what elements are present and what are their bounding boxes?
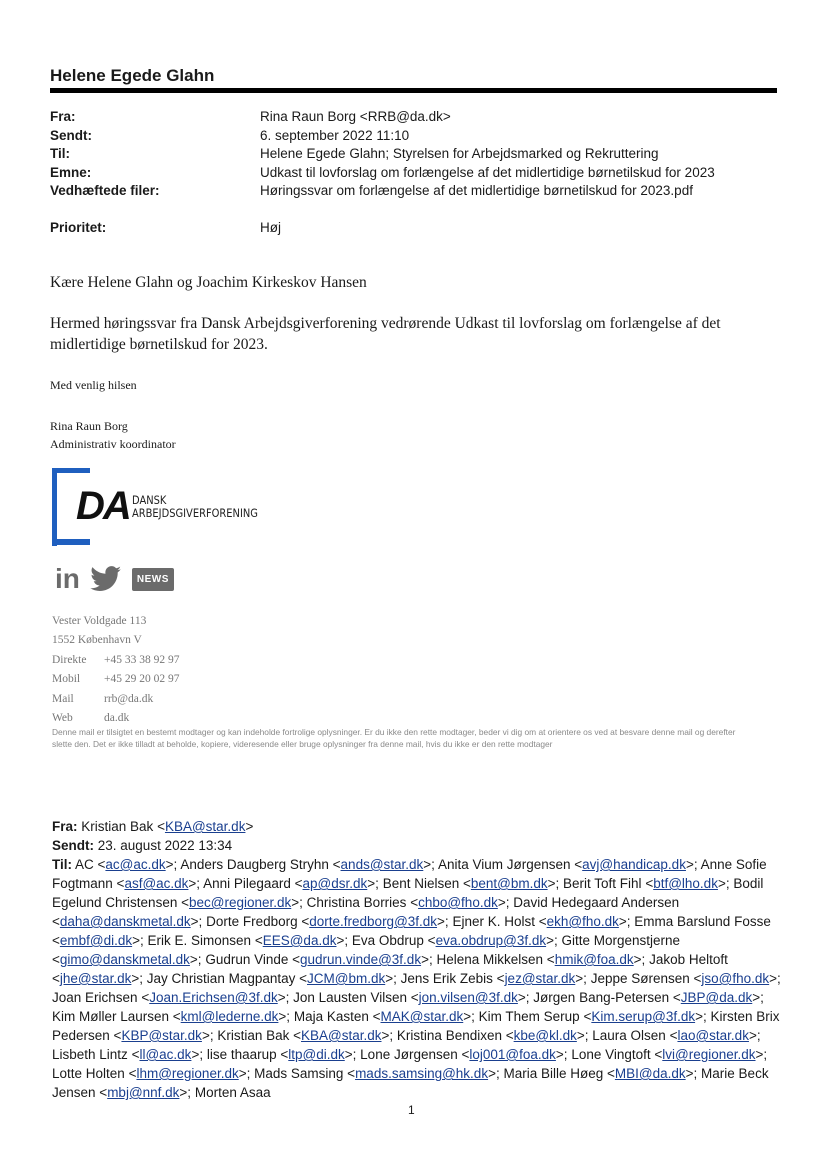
recipient-email-link[interactable]: chbo@fho.dk bbox=[418, 895, 498, 910]
header-from-row bbox=[50, 108, 790, 127]
recipient-name: Anders Daugberg Stryhn bbox=[180, 857, 329, 872]
recipient-name: AC bbox=[75, 857, 94, 872]
fwd-sent-label: Sendt: bbox=[52, 838, 94, 853]
recipient-email-link[interactable]: ap@dsr.dk bbox=[302, 876, 368, 891]
to-label: Til: bbox=[50, 146, 70, 161]
mail-label: Mail bbox=[52, 692, 74, 705]
recipient-email-link[interactable]: MBI@da.dk bbox=[614, 1066, 686, 1081]
recipient-email-link[interactable]: kml@lederne.dk bbox=[180, 1009, 279, 1024]
recipient-item: Gudrun Vinde <gudrun.vinde@3f.dk>; bbox=[205, 952, 433, 967]
recipient-email-link[interactable]: JBP@da.dk bbox=[680, 990, 753, 1005]
direct-value: +45 33 38 92 97 bbox=[104, 653, 180, 666]
contact-block bbox=[52, 612, 180, 728]
forwarded-header bbox=[52, 817, 782, 1102]
recipient-item: Lone Vingtoft <lvi@regioner.dk>; bbox=[571, 1047, 768, 1062]
web-row bbox=[52, 709, 180, 728]
recipient-name: Dorte Fredborg bbox=[206, 914, 298, 929]
recipient-item: Marie Beck Jensen <mbj@nnf.dk>; bbox=[52, 1066, 769, 1100]
recipient-item: Jørgen Bang-Petersen <JBP@da.dk>; bbox=[533, 990, 764, 1005]
recipient-name: Kim Them Serup bbox=[478, 1009, 580, 1024]
recipient-name: Emma Barslund Fosse bbox=[634, 914, 771, 929]
header-attachments-row bbox=[50, 182, 790, 201]
recipient-name: Jeppe Sørensen bbox=[590, 971, 690, 986]
web-label: Web bbox=[52, 712, 73, 725]
mobile-label: Mobil bbox=[52, 673, 81, 686]
recipient-name: Maja Kasten bbox=[293, 1009, 369, 1024]
recipient-email-link[interactable]: mads.samsing@hk.dk bbox=[355, 1066, 489, 1081]
recipient-email-link[interactable]: lao@star.dk bbox=[677, 1028, 749, 1043]
recipient-item: Anne Sofie Fogtmann <asf@ac.dk>; bbox=[52, 857, 767, 891]
logo-frame-bottom bbox=[52, 539, 90, 545]
recipient-list bbox=[52, 857, 781, 1100]
logo-wordmark bbox=[132, 494, 258, 520]
recipient-name: Lisbeth Lintz bbox=[52, 1047, 128, 1062]
recipient-name: Ejner K. Holst bbox=[452, 914, 535, 929]
recipient-email-link[interactable]: lvi@regioner.dk bbox=[662, 1047, 756, 1062]
recipient-item: David Hedegaard Andersen <daha@danskmetal.dk>; bbox=[52, 895, 680, 929]
mailbox-owner-name: Helene Egede Glahn bbox=[50, 66, 215, 85]
header-sent-row bbox=[50, 127, 790, 146]
address-street: Vester Voldgade 113 bbox=[52, 615, 147, 627]
recipient-name: Maria Bille Høeg bbox=[503, 1066, 604, 1081]
recipient-email-link[interactable]: JCM@bm.dk bbox=[307, 971, 386, 986]
from-value: Rina Raun Borg <RRB@da.dk> bbox=[260, 109, 451, 124]
greeting: Kære Helene Glahn og Joachim Kirkeskov Hansen bbox=[50, 274, 367, 291]
direct-phone-row bbox=[52, 651, 180, 670]
recipient-email-link[interactable]: ll@ac.dk bbox=[139, 1047, 192, 1062]
recipient-email-link[interactable]: bec@regioner.dk bbox=[188, 895, 292, 910]
recipient-item: Jon Lausten Vilsen <jon.vilsen@3f.dk>; bbox=[293, 990, 530, 1005]
recipient-email-link[interactable]: KBP@star.dk bbox=[121, 1028, 202, 1043]
recipient-item: Eva Obdrup <eva.obdrup@3f.dk>; bbox=[351, 933, 558, 948]
attachment-filename[interactable]: Høringssvar om forlængelse af det midlertidige børnetilskud for 2023.pdf bbox=[260, 183, 693, 198]
recipient-item: Maria Bille Høeg <MBI@da.dk>; bbox=[503, 1066, 698, 1081]
sent-value: 6. september 2022 11:10 bbox=[260, 127, 410, 143]
recipient-item: Joan Erichsen <Joan.Erichsen@3f.dk>; bbox=[52, 990, 290, 1005]
recipient-email-link[interactable]: lhm@regioner.dk bbox=[136, 1066, 239, 1081]
recipient-item: Anita Vium Jørgensen <avj@handicap.dk>; bbox=[437, 857, 698, 872]
header-subject-row bbox=[50, 164, 790, 183]
page-number: 1 bbox=[408, 1103, 415, 1117]
recipient-email-link[interactable]: MAK@star.dk bbox=[380, 1009, 464, 1024]
fwd-to-row bbox=[52, 855, 782, 1102]
recipient-item: Maja Kasten <MAK@star.dk>; bbox=[293, 1009, 475, 1024]
recipient-email-link[interactable]: ekh@fho.dk bbox=[546, 914, 619, 929]
recipient-item: Bent Nielsen <bent@bm.dk>; bbox=[382, 876, 560, 891]
fwd-from-label: Fra: bbox=[52, 819, 78, 834]
recipient-item: Berit Toft Fihl <btf@lho.dk>; bbox=[563, 876, 730, 891]
recipient-item: Anni Pilegaard <ap@dsr.dk>; bbox=[203, 876, 379, 891]
logo-frame bbox=[52, 468, 90, 473]
sent-label: Sendt: bbox=[50, 127, 92, 143]
recipient-item: AC <ac@ac.dk>; bbox=[75, 857, 178, 872]
email-header bbox=[50, 108, 790, 237]
recipient-email-link[interactable]: Kim.serup@3f.dk bbox=[591, 1009, 696, 1024]
recipient-name: Erik E. Simonsen bbox=[147, 933, 252, 948]
recipient-item: Bodil Egelund Christensen <bec@regioner.dk>; bbox=[52, 876, 764, 910]
recipient-email-link[interactable]: hmik@foa.dk bbox=[554, 952, 634, 967]
mail-row bbox=[52, 690, 180, 709]
recipient-item: Lone Jørgensen <loj001@foa.dk>; bbox=[360, 1047, 568, 1062]
mail-value[interactable]: rrb@da.dk bbox=[104, 692, 154, 705]
recipient-item: Jeppe Sørensen <jso@fho.dk>; bbox=[590, 971, 781, 986]
recipient-email-link[interactable]: bent@bm.dk bbox=[470, 876, 548, 891]
recipient-item: Kristina Bendixen <kbe@kl.dk>; bbox=[396, 1028, 589, 1043]
recipient-name: Mads Samsing bbox=[254, 1066, 344, 1081]
recipient-name: Lone Jørgensen bbox=[360, 1047, 458, 1062]
recipient-item: Kim Møller Laursen <kml@lederne.dk>; bbox=[52, 1009, 291, 1024]
recipient-email-link[interactable]: dorte.fredborg@3f.dk bbox=[309, 914, 438, 929]
attachments-label: Vedhæftede filer: bbox=[50, 183, 160, 198]
recipient-email-link[interactable]: eva.obdrup@3f.dk bbox=[435, 933, 547, 948]
recipient-item: Mads Samsing <mads.samsing@hk.dk>; bbox=[254, 1066, 500, 1081]
direct-label: Direkte bbox=[52, 653, 87, 666]
recipient-name: Kristina Bendixen bbox=[396, 1028, 502, 1043]
recipient-email-link[interactable]: avj@handicap.dk bbox=[582, 857, 686, 872]
recipient-name: Helena Mikkelsen bbox=[436, 952, 544, 967]
linkedin-icon[interactable]: in bbox=[55, 563, 80, 594]
logo-mark: DA bbox=[76, 484, 130, 528]
recipient-email-link[interactable]: gudrun.vinde@3f.dk bbox=[300, 952, 422, 967]
social-links bbox=[55, 565, 174, 593]
subject-value: Udkast til lovforslag om forlængelse af det midlertidige børnetilskud for 2023 bbox=[260, 164, 715, 180]
recipient-name: lise thaarup bbox=[206, 1047, 277, 1062]
recipient-name: Laura Olsen bbox=[592, 1028, 666, 1043]
recipient-name: Lone Vingtoft bbox=[571, 1047, 651, 1062]
logo-frame-left bbox=[52, 468, 57, 546]
recipient-name: Jon Lausten Vilsen bbox=[293, 990, 407, 1005]
fwd-from-name: Kristian Bak bbox=[81, 819, 154, 834]
recipient-name: Jakob Heltoft bbox=[649, 952, 728, 967]
to-value: Helene Egede Glahn; Styrelsen for Arbejdsmarked og Rekruttering bbox=[260, 146, 659, 161]
recipient-name: Jørgen Bang-Petersen bbox=[533, 990, 670, 1005]
header-priority-row bbox=[50, 219, 790, 238]
recipient-name: Anne Sofie Fogtmann bbox=[52, 857, 767, 891]
recipient-email-link[interactable]: Joan.Erichsen@3f.dk bbox=[149, 990, 278, 1005]
recipient-name: Eva Obdrup bbox=[351, 933, 424, 948]
closing: Med venlig hilsen bbox=[50, 378, 137, 392]
mobile-value: +45 29 20 02 97 bbox=[104, 673, 180, 686]
fwd-from-row: Fra: Kristian Bak <KBA@star.dk> bbox=[52, 819, 254, 834]
recipient-name: Lotte Holten bbox=[52, 1066, 125, 1081]
fwd-sent-value: 23. august 2022 13:34 bbox=[97, 838, 233, 853]
fwd-from-email[interactable]: KBA@star.dk bbox=[164, 819, 246, 834]
recipient-name: Kristian Bak bbox=[217, 1028, 290, 1043]
priority-value: Høj bbox=[260, 219, 281, 235]
recipient-email-link[interactable]: btf@lho.dk bbox=[653, 876, 718, 891]
recipient-item: Erik E. Simonsen <EES@da.dk>; bbox=[147, 933, 349, 948]
recipient-email-link[interactable]: EES@da.dk bbox=[262, 933, 337, 948]
recipient-email-link[interactable]: jez@star.dk bbox=[504, 971, 576, 986]
recipient-name: Bent Nielsen bbox=[382, 876, 460, 891]
recipient-email-link[interactable]: mbj@nnf.dk bbox=[107, 1085, 180, 1100]
recipient-email-link[interactable]: ac@ac.dk bbox=[105, 857, 166, 872]
recipient-email-link[interactable]: jhe@star.dk bbox=[59, 971, 132, 986]
header-rule bbox=[50, 88, 777, 93]
recipient-item: Helena Mikkelsen <hmik@foa.dk>; bbox=[436, 952, 646, 967]
recipient-name: Marie Beck Jensen bbox=[52, 1066, 769, 1100]
fwd-to-label: Til: bbox=[52, 857, 72, 872]
recipient-email-link[interactable]: jon.vilsen@3f.dk bbox=[418, 990, 518, 1005]
recipient-item: Jay Christian Magpantay <JCM@bm.dk>; bbox=[146, 971, 397, 986]
signature-title: Administrativ koordinator bbox=[50, 437, 176, 451]
da-logo bbox=[52, 468, 312, 548]
recipient-item: Dorte Fredborg <dorte.fredborg@3f.dk>; bbox=[206, 914, 449, 929]
fwd-sent-row bbox=[52, 836, 782, 855]
recipient-name: Joan Erichsen bbox=[52, 990, 138, 1005]
recipient-name: Kirsten Brix Pedersen bbox=[52, 1009, 780, 1043]
recipient-item: Anders Daugberg Stryhn <ands@star.dk>; bbox=[180, 857, 435, 872]
recipient-name: Berit Toft Fihl bbox=[563, 876, 642, 891]
recipient-email-link[interactable]: gimo@danskmetal.dk bbox=[59, 952, 190, 967]
recipient-item: Lisbeth Lintz <ll@ac.dk>; bbox=[52, 1047, 204, 1062]
recipient-email-link[interactable]: embf@di.dk bbox=[59, 933, 133, 948]
recipient-item bbox=[195, 1085, 271, 1100]
recipient-email-link[interactable]: daha@danskmetal.dk bbox=[59, 914, 191, 929]
mobile-phone-row bbox=[52, 670, 180, 689]
recipient-email-link[interactable]: loj001@foa.dk bbox=[469, 1047, 556, 1062]
recipient-name: Gitte Morgenstjerne bbox=[561, 933, 681, 948]
recipient-name: Morten Asaa bbox=[194, 1085, 271, 1100]
twitter-icon[interactable] bbox=[90, 566, 122, 592]
web-value[interactable]: da.dk bbox=[104, 712, 130, 725]
subject-label: Emne: bbox=[50, 164, 92, 180]
recipient-item: Jens Erik Zebis <jez@star.dk>; bbox=[400, 971, 587, 986]
recipient-item: Emma Barslund Fosse <embf@di.dk>; bbox=[52, 914, 771, 948]
logo-line-1: DANSK bbox=[132, 493, 167, 507]
header-to-row bbox=[50, 145, 790, 164]
priority-label: Prioritet: bbox=[50, 219, 107, 235]
recipient-name: David Hedegaard Andersen bbox=[513, 895, 680, 910]
logo-line-2: ARBEJDSGIVERFORENING bbox=[132, 506, 258, 520]
recipient-name: Jens Erik Zebis bbox=[400, 971, 493, 986]
recipient-email-link[interactable]: ands@star.dk bbox=[340, 857, 424, 872]
recipient-email-link[interactable]: KBA@star.dk bbox=[301, 1028, 382, 1043]
signature bbox=[50, 417, 176, 453]
recipient-email-link[interactable]: ltp@di.dk bbox=[288, 1047, 345, 1062]
recipient-item: Jakob Heltoft <jhe@star.dk>; bbox=[52, 952, 728, 986]
confidentiality-disclaimer: Denne mail er tilsigtet en bestemt modtager og kan indeholde fortrolige oplysninger. Er du ikke den rette modtager, beder vi dig om at orientere os ved at besvare denne mail og derefter slette den. Det er ikke tilladt at beholde, kopiere, videresende eller bruge oplysninger fra denne mail, hvis du ikke er den rette modtager bbox=[52, 727, 736, 749]
recipient-name: Anita Vium Jørgensen bbox=[437, 857, 571, 872]
recipient-item: Kim Them Serup <Kim.serup@3f.dk>; bbox=[478, 1009, 707, 1024]
recipient-item: Kristian Bak <KBA@star.dk>; bbox=[217, 1028, 394, 1043]
recipient-name: Christina Borries bbox=[306, 895, 407, 910]
recipient-item: lise thaarup <ltp@di.dk>; bbox=[206, 1047, 357, 1062]
recipient-email-link[interactable]: kbe@kl.dk bbox=[513, 1028, 577, 1043]
recipient-email-link[interactable]: jso@fho.dk bbox=[701, 971, 770, 986]
recipient-name: Jay Christian Magpantay bbox=[146, 971, 296, 986]
recipient-name: Gudrun Vinde bbox=[205, 952, 289, 967]
from-label: Fra: bbox=[50, 109, 76, 124]
recipient-email-link[interactable]: asf@ac.dk bbox=[124, 876, 189, 891]
recipient-name: Kim Møller Laursen bbox=[52, 1009, 170, 1024]
recipient-item: Kirsten Brix Pedersen <KBP@star.dk>; bbox=[52, 1009, 780, 1043]
recipient-item: Lotte Holten <lhm@regioner.dk>; bbox=[52, 1066, 251, 1081]
recipient-name: Bodil Egelund Christensen bbox=[52, 876, 764, 910]
recipient-item: Gitte Morgenstjerne <gimo@danskmetal.dk>; bbox=[52, 933, 681, 967]
recipient-item: Christina Borries <chbo@fho.dk>; bbox=[306, 895, 510, 910]
recipient-item: Ejner K. Holst <ekh@fho.dk>; bbox=[452, 914, 631, 929]
intro-paragraph: Hermed høringssvar fra Dansk Arbejdsgiverforening vedrørende Udkast til lovforslag om forlængelse af det midlertidige børnetilskud for 2023. bbox=[50, 315, 721, 353]
signature-name: Rina Raun Borg bbox=[50, 419, 128, 433]
address-city: 1552 København V bbox=[52, 634, 142, 647]
recipient-item: Laura Olsen <lao@star.dk>; bbox=[592, 1028, 761, 1043]
recipient-name: Anni Pilegaard bbox=[203, 876, 291, 891]
news-icon[interactable]: NEWS bbox=[132, 568, 174, 591]
